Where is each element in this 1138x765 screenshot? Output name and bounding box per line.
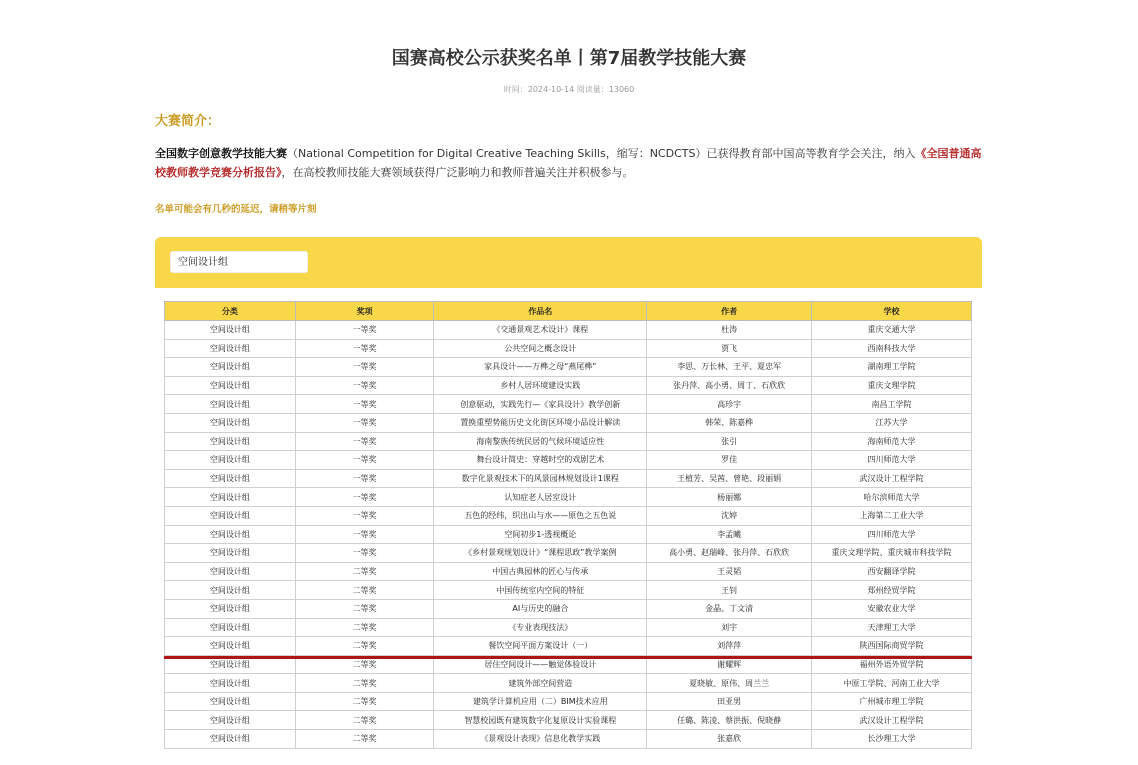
highlight-line [164,656,972,659]
cell-category: 空间设计组 [165,413,296,432]
cell-work: 智慧校园既有建筑数字化复原设计实验课程 [434,711,647,730]
cell-school: 长沙理工大学 [812,730,972,749]
delay-note: 名单可能会有几秒的延迟，请稍等片刻 [155,204,317,215]
table-row [165,358,972,377]
intro-text-2: ，在高校教师技能大赛领域获得广泛影响力和教师普遍关注并积极参与。 [281,166,634,179]
cell-school: 安徽农业大学 [812,599,972,618]
table-body [165,321,972,749]
cell-award: 一等奖 [295,488,434,507]
cell-school: 上海第二工业大学 [812,506,972,525]
cell-author: 沈婷 [647,506,812,525]
cell-award: 二等奖 [295,655,434,674]
cell-school: 重庆文理学院、重庆城市科技学院 [812,544,972,563]
cell-category: 空间设计组 [165,451,296,470]
cell-work: 《专业表现技法》 [434,618,647,637]
results-table-container [155,288,982,765]
cell-school: 武汉设计工程学院 [812,469,972,488]
cell-work: 海南黎族传统民居的气候环境适应性 [434,432,647,451]
table-row [165,506,972,525]
table-row [165,525,972,544]
cell-award: 一等奖 [295,358,434,377]
cell-school: 福州外语外贸学院 [812,655,972,674]
table-row [165,599,972,618]
cell-category: 空间设计组 [165,376,296,395]
cell-author: 谢耀辉 [647,655,812,674]
cell-author: 王钊 [647,581,812,600]
cell-school: 陕西国际商贸学院 [812,637,972,656]
cell-work: 认知症老人居室设计 [434,488,647,507]
cell-award: 一等奖 [295,395,434,414]
cell-author: 李孟曦 [647,525,812,544]
cell-author: 李思、万长林、王平、夏忠军 [647,358,812,377]
table-row [165,321,972,340]
cell-category: 空间设计组 [165,692,296,711]
cell-school: 四川师范大学 [812,525,972,544]
cell-school: 湖南理工学院 [812,358,972,377]
table-row [165,637,972,656]
cell-category: 空间设计组 [165,618,296,637]
table-row [165,674,972,693]
cell-category: 空间设计组 [165,339,296,358]
cell-category: 空间设计组 [165,581,296,600]
article-meta: 时间：2024-10-14 阅读量：13060 [503,85,635,94]
cell-award: 一等奖 [295,321,434,340]
table-row [165,432,972,451]
col-header-school: 学校 [812,302,972,321]
cell-award: 一等奖 [295,451,434,470]
cell-school: 西安翻译学院 [812,562,972,581]
group-select[interactable]: 空间设计组 [170,251,308,273]
cell-award: 一等奖 [295,432,434,451]
cell-work: 公共空间之概念设计 [434,339,647,358]
cell-award: 一等奖 [295,376,434,395]
cell-school: 郑州经贸学院 [812,581,972,600]
cell-category: 空间设计组 [165,544,296,563]
table-row [165,692,972,711]
cell-category: 空间设计组 [165,469,296,488]
cell-school: 武汉设计工程学院 [812,711,972,730]
cell-school: 重庆文理学院 [812,376,972,395]
table-row [165,562,972,581]
table-row [165,488,972,507]
cell-category: 空间设计组 [165,711,296,730]
cell-author: 田亚男 [647,692,812,711]
cell-school: 四川师范大学 [812,451,972,470]
cell-work: 建筑外部空间营造 [434,674,647,693]
cell-award: 二等奖 [295,637,434,656]
table-row [165,711,972,730]
cell-award: 二等奖 [295,581,434,600]
cell-school: 西南科技大学 [812,339,972,358]
cell-work: 建筑学计算机应用（二）BIM技术应用 [434,692,647,711]
results-panel [155,237,982,765]
col-header-category: 分类 [165,302,296,321]
cell-award: 一等奖 [295,339,434,358]
cell-school: 南昌工学院 [812,395,972,414]
cell-award: 二等奖 [295,618,434,637]
cell-school: 江苏大学 [812,413,972,432]
cell-school: 天津理工大学 [812,618,972,637]
table-row [165,376,972,395]
cell-work: 舞台设计简史：穿越时空的戏剧艺术 [434,451,647,470]
table-row [165,730,972,749]
table-row [165,339,972,358]
table-row [165,451,972,470]
cell-author: 贾飞 [647,339,812,358]
col-header-work: 作品名 [434,302,647,321]
cell-work: 数字化景观技术下的风景园林规划设计1课程 [434,469,647,488]
cell-award: 二等奖 [295,711,434,730]
cell-category: 空间设计组 [165,730,296,749]
cell-author: 张引 [647,432,812,451]
intro-paragraph [155,144,985,182]
cell-school: 海南师范大学 [812,432,972,451]
cell-award: 一等奖 [295,469,434,488]
cell-category: 空间设计组 [165,525,296,544]
cell-author: 罗佳 [647,451,812,470]
cell-award: 一等奖 [295,525,434,544]
cell-category: 空间设计组 [165,674,296,693]
cell-award: 二等奖 [295,674,434,693]
report-link[interactable]: 《全国普通高校教师教学竞赛分析报告》 [155,147,982,179]
cell-work: 《乡村景观规划设计》“课程思政”教学案例 [434,544,647,563]
cell-work: 空间初步1-透视概论 [434,525,647,544]
cell-author: 张嘉欣 [647,730,812,749]
cell-category: 空间设计组 [165,432,296,451]
cell-author: 杨丽娜 [647,488,812,507]
cell-award: 一等奖 [295,506,434,525]
cell-work: 中国古典园林的匠心与传承 [434,562,647,581]
cell-work: 置换重塑势能历史文化街区环境小品设计解读 [434,413,647,432]
cell-category: 空间设计组 [165,637,296,656]
results-table [164,301,972,749]
cell-work: 创意驱动，实践先行—《家具设计》教学创新 [434,395,647,414]
table-row [165,395,972,414]
cell-author: 刘萍萍 [647,637,812,656]
cell-author: 韩荣、陈嘉桦 [647,413,812,432]
cell-author: 杜涛 [647,321,812,340]
cell-author: 高小勇、赵瑞峰、张丹萍、石欣欣 [647,544,812,563]
cell-work: 五色的经纬，织出山与水——原色之五色说 [434,506,647,525]
cell-award: 二等奖 [295,562,434,581]
cell-author: 夏晓敏、原伟、周兰兰 [647,674,812,693]
table-row [165,413,972,432]
cell-category: 空间设计组 [165,358,296,377]
cell-work: 居住空间设计——触觉体验设计 [434,655,647,674]
cell-award: 一等奖 [295,544,434,563]
cell-author: 任璐、陈凌、蔡洪振、倪晓静 [647,711,812,730]
page-title: 国赛高校公示获奖名单丨第7届教学技能大赛 [391,48,747,69]
cell-school: 重庆交通大学 [812,321,972,340]
cell-school: 广州城市理工学院 [812,692,972,711]
cell-award: 二等奖 [295,730,434,749]
cell-author: 王灵韬 [647,562,812,581]
cell-work: 中国传统室内空间的特征 [434,581,647,600]
table-row [165,469,972,488]
cell-author: 金晶、丁文清 [647,599,812,618]
table-row [165,618,972,637]
cell-category: 空间设计组 [165,599,296,618]
cell-category: 空间设计组 [165,506,296,525]
cell-author: 张丹萍、高小勇、周丁、石欣欣 [647,376,812,395]
cell-category: 空间设计组 [165,395,296,414]
col-header-author: 作者 [647,302,812,321]
cell-category: 空间设计组 [165,562,296,581]
cell-category: 空间设计组 [165,488,296,507]
cell-author: 刘宇 [647,618,812,637]
cell-work: 《交通景观艺术设计》课程 [434,321,647,340]
table-row [165,581,972,600]
intro-text-1: （National Competition for Digital Creative Teaching Skills，缩写：NCDCTS）已获得教育部中国高等教育学会关注，纳入 [287,147,916,160]
cell-work: 家具设计——万榫之母“燕尾榫” [434,358,647,377]
cell-award: 二等奖 [295,692,434,711]
table-row [165,544,972,563]
cell-school: 哈尔滨师范大学 [812,488,972,507]
cell-work: 餐饮空间平面方案设计（一） [434,637,647,656]
cell-category: 空间设计组 [165,321,296,340]
intro-bold: 全国数字创意教学技能大赛 [155,147,287,160]
intro-heading: 大赛简介： [155,114,221,129]
cell-work: AI与历史的融合 [434,599,647,618]
cell-school: 中原工学院、河南工业大学 [812,674,972,693]
cell-author: 王植芳、吴茜、曾艳、段丽娟 [647,469,812,488]
cell-award: 二等奖 [295,599,434,618]
cell-author: 高珍宇 [647,395,812,414]
table-header-row [165,302,972,321]
col-header-award: 奖项 [295,302,434,321]
cell-work: 乡村人居环境建设实践 [434,376,647,395]
cell-work: 《景观设计表现》信息化教学实践 [434,730,647,749]
cell-category: 空间设计组 [165,655,296,674]
cell-award: 一等奖 [295,413,434,432]
